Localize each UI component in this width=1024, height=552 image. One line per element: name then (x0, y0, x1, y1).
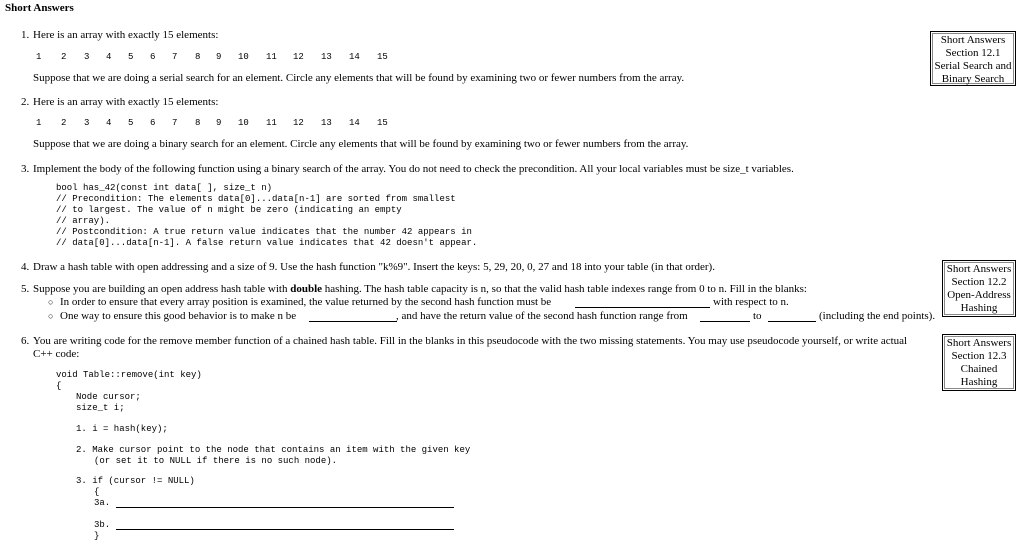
code-line: { (94, 487, 100, 497)
array-cell: 10 (238, 52, 249, 62)
q2-text: Suppose that we are doing a binary search for an element. Circle any elements that will be found by examining two or fewer numbers from the array. (33, 138, 689, 150)
code-line: 3a. (94, 498, 111, 508)
answer-line-3b[interactable] (116, 529, 454, 530)
array-cell: 9 (216, 52, 222, 62)
bullet-icon: ○ (48, 297, 54, 307)
array-cell: 5 (128, 118, 134, 128)
blank-line[interactable] (575, 307, 710, 308)
array-cell: 11 (266, 118, 277, 128)
code-line: Node cursor; (76, 392, 141, 402)
section-box-12-3 (942, 334, 1016, 391)
box-line: Hashing (960, 376, 998, 388)
q5-bullet1-text: In order to ensure that every array position is examined, the value returned by the second hash function must be (60, 296, 552, 308)
q6-text-line1: You are writing code for the remove member function of a chained hash table. Fill in the blanks in this pseudocode with the two missing statements. You may use pseudocode yourself, or write actual (33, 335, 908, 347)
box-line: Hashing (960, 302, 998, 314)
box-line: Section 12.2 (951, 276, 1007, 288)
code-line: bool has_42(const int data[ ], size_t n) (56, 183, 273, 193)
code-line: // data[0]...data[n-1]. A false return value indicates that 42 doesn't appear. (56, 238, 478, 248)
array-cell: 8 (195, 118, 201, 128)
q1-intro: Here is an array with exactly 15 elements: (33, 29, 219, 41)
array-cell: 3 (84, 52, 90, 62)
array-cell: 2 (61, 52, 67, 62)
section-box-12-2 (942, 260, 1016, 317)
box-line: Chained (960, 363, 998, 375)
q3-number: 3. (21, 163, 30, 175)
array-cell: 9 (216, 118, 222, 128)
q5-number: 5. (21, 283, 30, 295)
section-box-12-1 (930, 31, 1016, 86)
box-line: Section 12.3 (951, 350, 1007, 362)
q1-text: Suppose that we are doing a serial search for an element. Circle any elements that will be found by examining two or fewer numbers from the array. (33, 72, 685, 84)
array-cell: 3 (84, 118, 90, 128)
q6-text-line2: C++ code: (33, 348, 80, 360)
array-cell: 14 (349, 52, 360, 62)
array-cell: 14 (349, 118, 360, 128)
code-line: (or set it to NULL if there is no such node). (94, 456, 338, 466)
array-cell: 15 (377, 52, 388, 62)
q2-intro: Here is an array with exactly 15 elements: (33, 96, 219, 108)
code-line: // to largest. The value of n might be zero (indicating an empty (56, 205, 402, 215)
array-cell: 12 (293, 118, 304, 128)
array-cell: 13 (321, 52, 332, 62)
code-line: 2. Make cursor point to the node that contains an item with the given key (76, 445, 471, 455)
array-cell: 5 (128, 52, 134, 62)
array-cell: 7 (172, 118, 178, 128)
q3-text: Implement the body of the following function using a binary search of the array. You do not need to check the precondition. All your local variables must be size_t variables. (33, 163, 794, 175)
code-line: } (94, 531, 100, 541)
array-cell: 1 (36, 118, 42, 128)
code-line: void Table::remove(int key) (56, 370, 202, 380)
q5-text-part: Suppose you are building an open address hash table with (33, 283, 291, 295)
q5-bullet2-end: (including the end points). (819, 310, 936, 322)
array-cell: 13 (321, 118, 332, 128)
array-cell: 4 (106, 52, 112, 62)
box-line: Binary Search (941, 73, 1005, 85)
blank-line[interactable] (768, 321, 816, 322)
box-line: Short Answers (946, 263, 1012, 275)
code-line: // Postcondition: A true return value indicates that the number 42 appears in (56, 227, 472, 237)
box-line: Section 12.1 (945, 47, 1001, 59)
q2-number: 2. (21, 96, 30, 108)
array-cell: 4 (106, 118, 112, 128)
q5-text (33, 283, 807, 295)
array-cell: 11 (266, 52, 277, 62)
q6-number: 6. (21, 335, 30, 347)
code-line: 3b. (94, 520, 111, 530)
page-title: Short Answers (5, 2, 74, 14)
q1-number: 1. (21, 29, 30, 41)
array-cell: 6 (150, 52, 156, 62)
q5-bullet2-text: One way to ensure this good behavior is to make n be (60, 310, 297, 322)
array-cell: 7 (172, 52, 178, 62)
array-cell: 10 (238, 118, 249, 128)
code-line: 3. if (cursor != NULL) (76, 476, 195, 486)
blank-line[interactable] (309, 321, 397, 322)
q5-text-bold: double (290, 283, 323, 295)
array-cell: 8 (195, 52, 201, 62)
array-cell: 15 (377, 118, 388, 128)
box-line: Open-Address (947, 289, 1011, 301)
box-line: Serial Search and (934, 60, 1012, 72)
q5-bullet2-mid: , and have the return value of the second hash function range from (396, 310, 688, 322)
array-cell: 6 (150, 118, 156, 128)
box-line: Short Answers (946, 337, 1012, 349)
array-cell: 12 (293, 52, 304, 62)
box-line: Short Answers (940, 34, 1006, 46)
q5-text-part: hashing. The hash table capacity is n, so that the valid hash table indexes range from 0 to n. Fill in the blanks: (322, 283, 807, 295)
bullet-icon: ○ (48, 311, 54, 321)
q5-bullet1-end: with respect to n. (713, 296, 789, 308)
q5-bullet2-to: to (753, 310, 762, 322)
code-line: size_t i; (76, 403, 125, 413)
code-line: { (56, 381, 62, 391)
answer-line-3a[interactable] (116, 507, 454, 508)
q4-number: 4. (21, 261, 30, 273)
array-cell: 2 (61, 118, 67, 128)
code-line: // array). (56, 216, 111, 226)
q4-text: Draw a hash table with open addressing and a size of 9. Use the hash function "k%9". Insert the keys: 5, 29, 20, 0, 27 and 18 into your table (in that order). (33, 261, 715, 273)
code-line: 1. i = hash(key); (76, 424, 168, 434)
code-line: // Precondition: The elements data[0]...data[n-1] are sorted from smallest (56, 194, 456, 204)
blank-line[interactable] (700, 321, 750, 322)
array-cell: 1 (36, 52, 42, 62)
